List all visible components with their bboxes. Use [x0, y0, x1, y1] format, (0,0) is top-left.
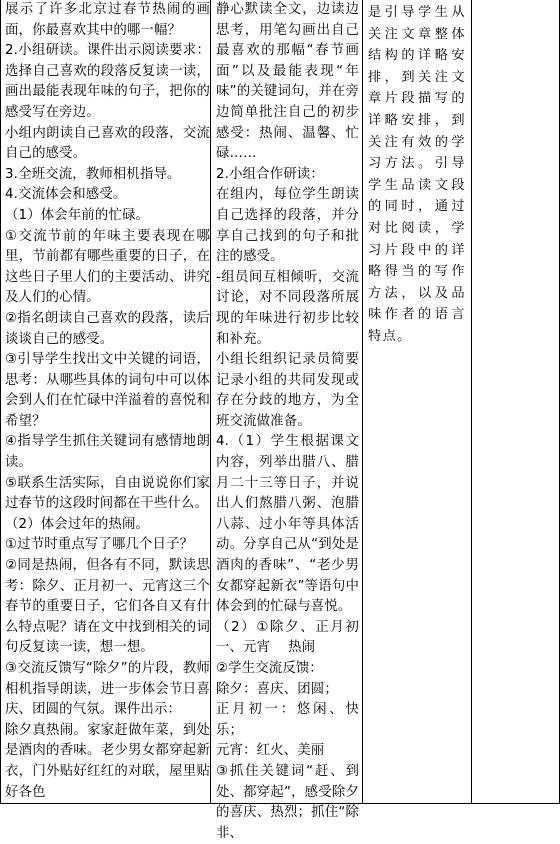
paragraph: 展示了许多北京过春节热闹的画面，你最喜欢其中的哪一幅？ [5, 2, 210, 38]
paragraph: 是引导学生从关注文章整体结构的详略安排，到关注文章片段描写的详略安排，到关注有效的学习方法。引导学生品读文段的同时，通过对比阅读，学习片段中的详略得当的写作方法，以及品味作者的语言特点。 [368, 5, 466, 344]
paragraph: 除夕真热闹。家家赶做年菜，到处是酒肉的香味。老少男女都穿起新衣，门外贴好红红的对联，屋里贴好各色 [5, 722, 210, 800]
paragraph: 2.小组研读。课件出示阅读要求：选择自己喜欢的段落反复读一读，画出最能表现年味的句子，把你的感受写在旁边。 [5, 43, 210, 120]
paragraph: （1）体会年前的忙碌。 [5, 207, 150, 223]
paragraph: ③引导学生找出文中关键的词语，思考：从哪些具体的词句中可以体会到人们在忙碌中洋溢着的喜悦和希望？ [5, 352, 210, 429]
paragraph: -组员间互相倾听，交流讨论，对不同段落所展现的年味进行初步比较和补充。 [216, 269, 359, 347]
student-activity-column [216, 0, 359, 844]
paragraph: 元宵：红火、美丽 [216, 743, 325, 759]
paragraph: 2.小组合作研读： [216, 166, 324, 182]
paragraph: ③抓住关键词“赶、到处、都穿起”，感受除夕的喜庆、热烈；抓住“除非、 [216, 763, 359, 841]
paragraph: 小组内朗读自己喜欢的段落，交流自己的感受。 [5, 125, 210, 162]
teacher-activity-column [5, 0, 210, 803]
paragraph: 除夕：喜庆、团圆； [216, 681, 338, 697]
paragraph: ①交流节前的年味主要表现在哪里，节前都有哪些重要的日子，在这些日子里人们的主要活动、讲究及人们的心情。 [5, 228, 210, 306]
column-divider [362, 0, 363, 803]
paragraph: ④指导学生抓住关键词有感情地朗读。 [5, 434, 210, 471]
paragraph: 正月初一：悠闲、快乐； [216, 702, 359, 738]
paragraph: 在组内，每位学生朗读自己选择的段落，并分享自己找到的句子和批注的感受。 [216, 187, 359, 265]
paragraph: （2）①除夕、正月初一、元宵 热闹 [216, 619, 359, 656]
paragraph: 小组长组织记录员简要记录小组的共同发现或存在分歧的地方，为全班交流做准备。 [216, 352, 359, 429]
paragraph: ②指名朗读自己喜欢的段落，读后谈谈自己的感受。 [5, 310, 210, 347]
paragraph: ⑤联系生活实际，自由说说你们家过春节的这段时间都在干些什么。 [5, 475, 210, 512]
paragraph: 3.全班交流，教师相机指导。 [5, 166, 181, 182]
paragraph: 静心默读全文，边读边思考，用笔勾画出自己最喜欢的那幅“春节画面”以及最能表现“年味”的关键词句，并在旁边简单批注自己的初步感受：热闹、温馨、忙碌…… [216, 2, 359, 162]
paragraph: 4.交流体会和感受。 [5, 187, 127, 203]
paragraph: ②同是热闹，但各有不同，默读思考：除夕、正月初一、元宵这三个春节的重要日子，它们各自又有什么特点呢？请在文中找到相关的词句反复读一读，想一想。 [5, 558, 210, 656]
paragraph: （2）体会过年的热闹。 [5, 516, 150, 532]
table-border-left [0, 0, 1, 803]
paragraph: ①过节时重点写了哪几个日子？ [5, 537, 194, 553]
paragraph: ③交流反馈写“除夕”的片段，教师相机指导朗读，进一步体会节日喜庆、团圆的气氛。课件出示： [5, 661, 210, 718]
paragraph: ②学生交流反馈： [216, 661, 323, 676]
column-divider [471, 0, 472, 803]
paragraph: 4.（1）学生根据课文内容，列举出腊八、腊月二十三等日子，并说出人们熬腊八粥、泡腊八蒜、过小年等具体活动。分享自己从“到处是酒肉的香味”、“老少男女都穿起新衣”等语句中体会到的忙碌与喜悦。 [216, 434, 359, 615]
column-divider [210, 0, 211, 803]
design-intent-column [368, 2, 466, 348]
